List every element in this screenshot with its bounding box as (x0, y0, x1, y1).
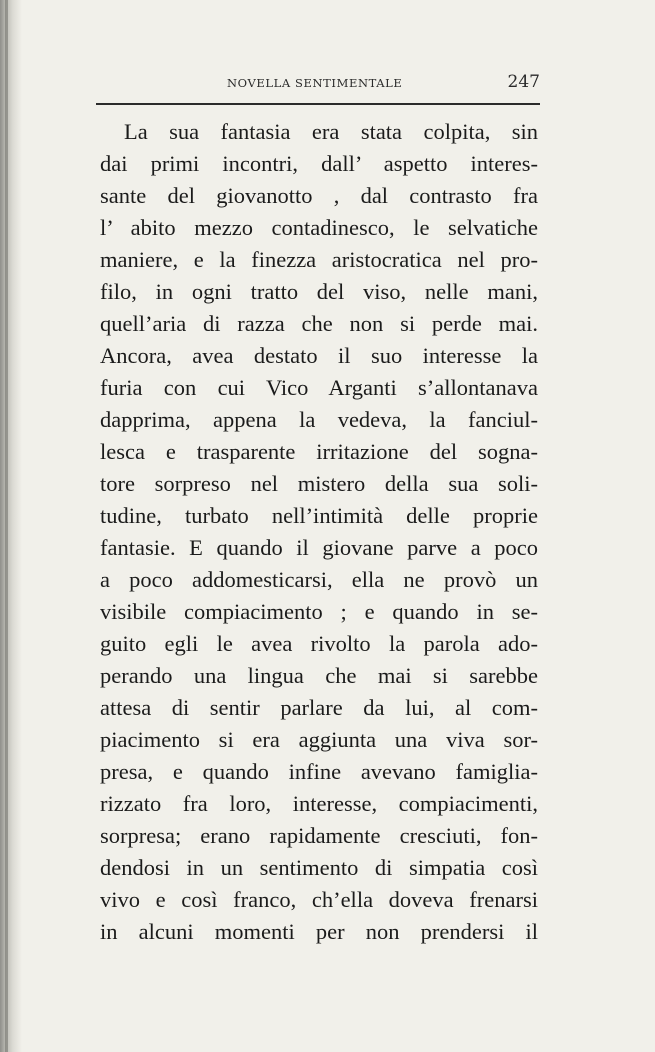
text-line: furia con cui Vico Arganti s’allontanava (100, 375, 538, 400)
text-line: La sua fantasia era stata colpita, sin (124, 119, 538, 144)
text-line: perando una lingua che mai si sarebbe (100, 663, 538, 688)
text-line: guito egli le avea rivolto la parola ado- (100, 631, 538, 656)
text-line: maniere, e la finezza aristocratica nel pro- (100, 247, 538, 272)
text-line: rizzato fra loro, interesse, compiacimenti, (100, 791, 538, 816)
text-line: dapprima, appena la vedeva, la fanciul- (100, 407, 538, 432)
text-line: Ancora, avea destato il suo interesse la (100, 343, 538, 368)
text-line: dendosi in un sentimento di simpatia così (100, 855, 538, 880)
page-number: 247 (507, 72, 540, 92)
text-line: filo, in ogni tratto del viso, nelle mani, (100, 279, 538, 304)
book-spine-line (5, 0, 8, 1052)
text-line: a poco addomesticarsi, ella ne provò un (100, 567, 538, 592)
running-title: NOVELLA SENTIMENTALE (227, 76, 403, 90)
text-line: attesa di sentir parlare da lui, al com- (100, 695, 538, 720)
text-line: sante del giovanotto , dal contrasto fra (100, 183, 538, 208)
text-line: quell’aria di razza che non si perde mai. (100, 311, 538, 336)
text-line: tudine, turbato nell’intimità delle proprie (100, 503, 538, 528)
text-line: visibile compiacimento ; e quando in se- (100, 599, 538, 624)
text-line: tore sorpreso nel mistero della sua soli- (100, 471, 538, 496)
page-header (102, 74, 540, 98)
header-rule (96, 103, 540, 105)
text-line: vivo e così franco, ch’ella doveva frenarsi (100, 887, 538, 912)
body-paragraph (100, 116, 538, 948)
text-line-last: in alcuni momenti per non prendersi il (100, 919, 538, 944)
text-line: piacimento si era aggiunta una viva sor- (100, 727, 538, 752)
text-line: l’ abito mezzo contadinesco, le selvatiche (100, 215, 538, 240)
text-line: fantasie. E quando il giovane parve a poco (100, 535, 538, 560)
page-edge-shadow (0, 0, 22, 1052)
text-line: lesca e trasparente irritazione del sogna- (100, 439, 538, 464)
text-line: sorpresa; erano rapidamente cresciuti, fon- (100, 823, 538, 848)
text-line: dai primi incontri, dall’ aspetto interes- (100, 151, 538, 176)
text-line: presa, e quando infine avevano famiglia- (100, 759, 538, 784)
